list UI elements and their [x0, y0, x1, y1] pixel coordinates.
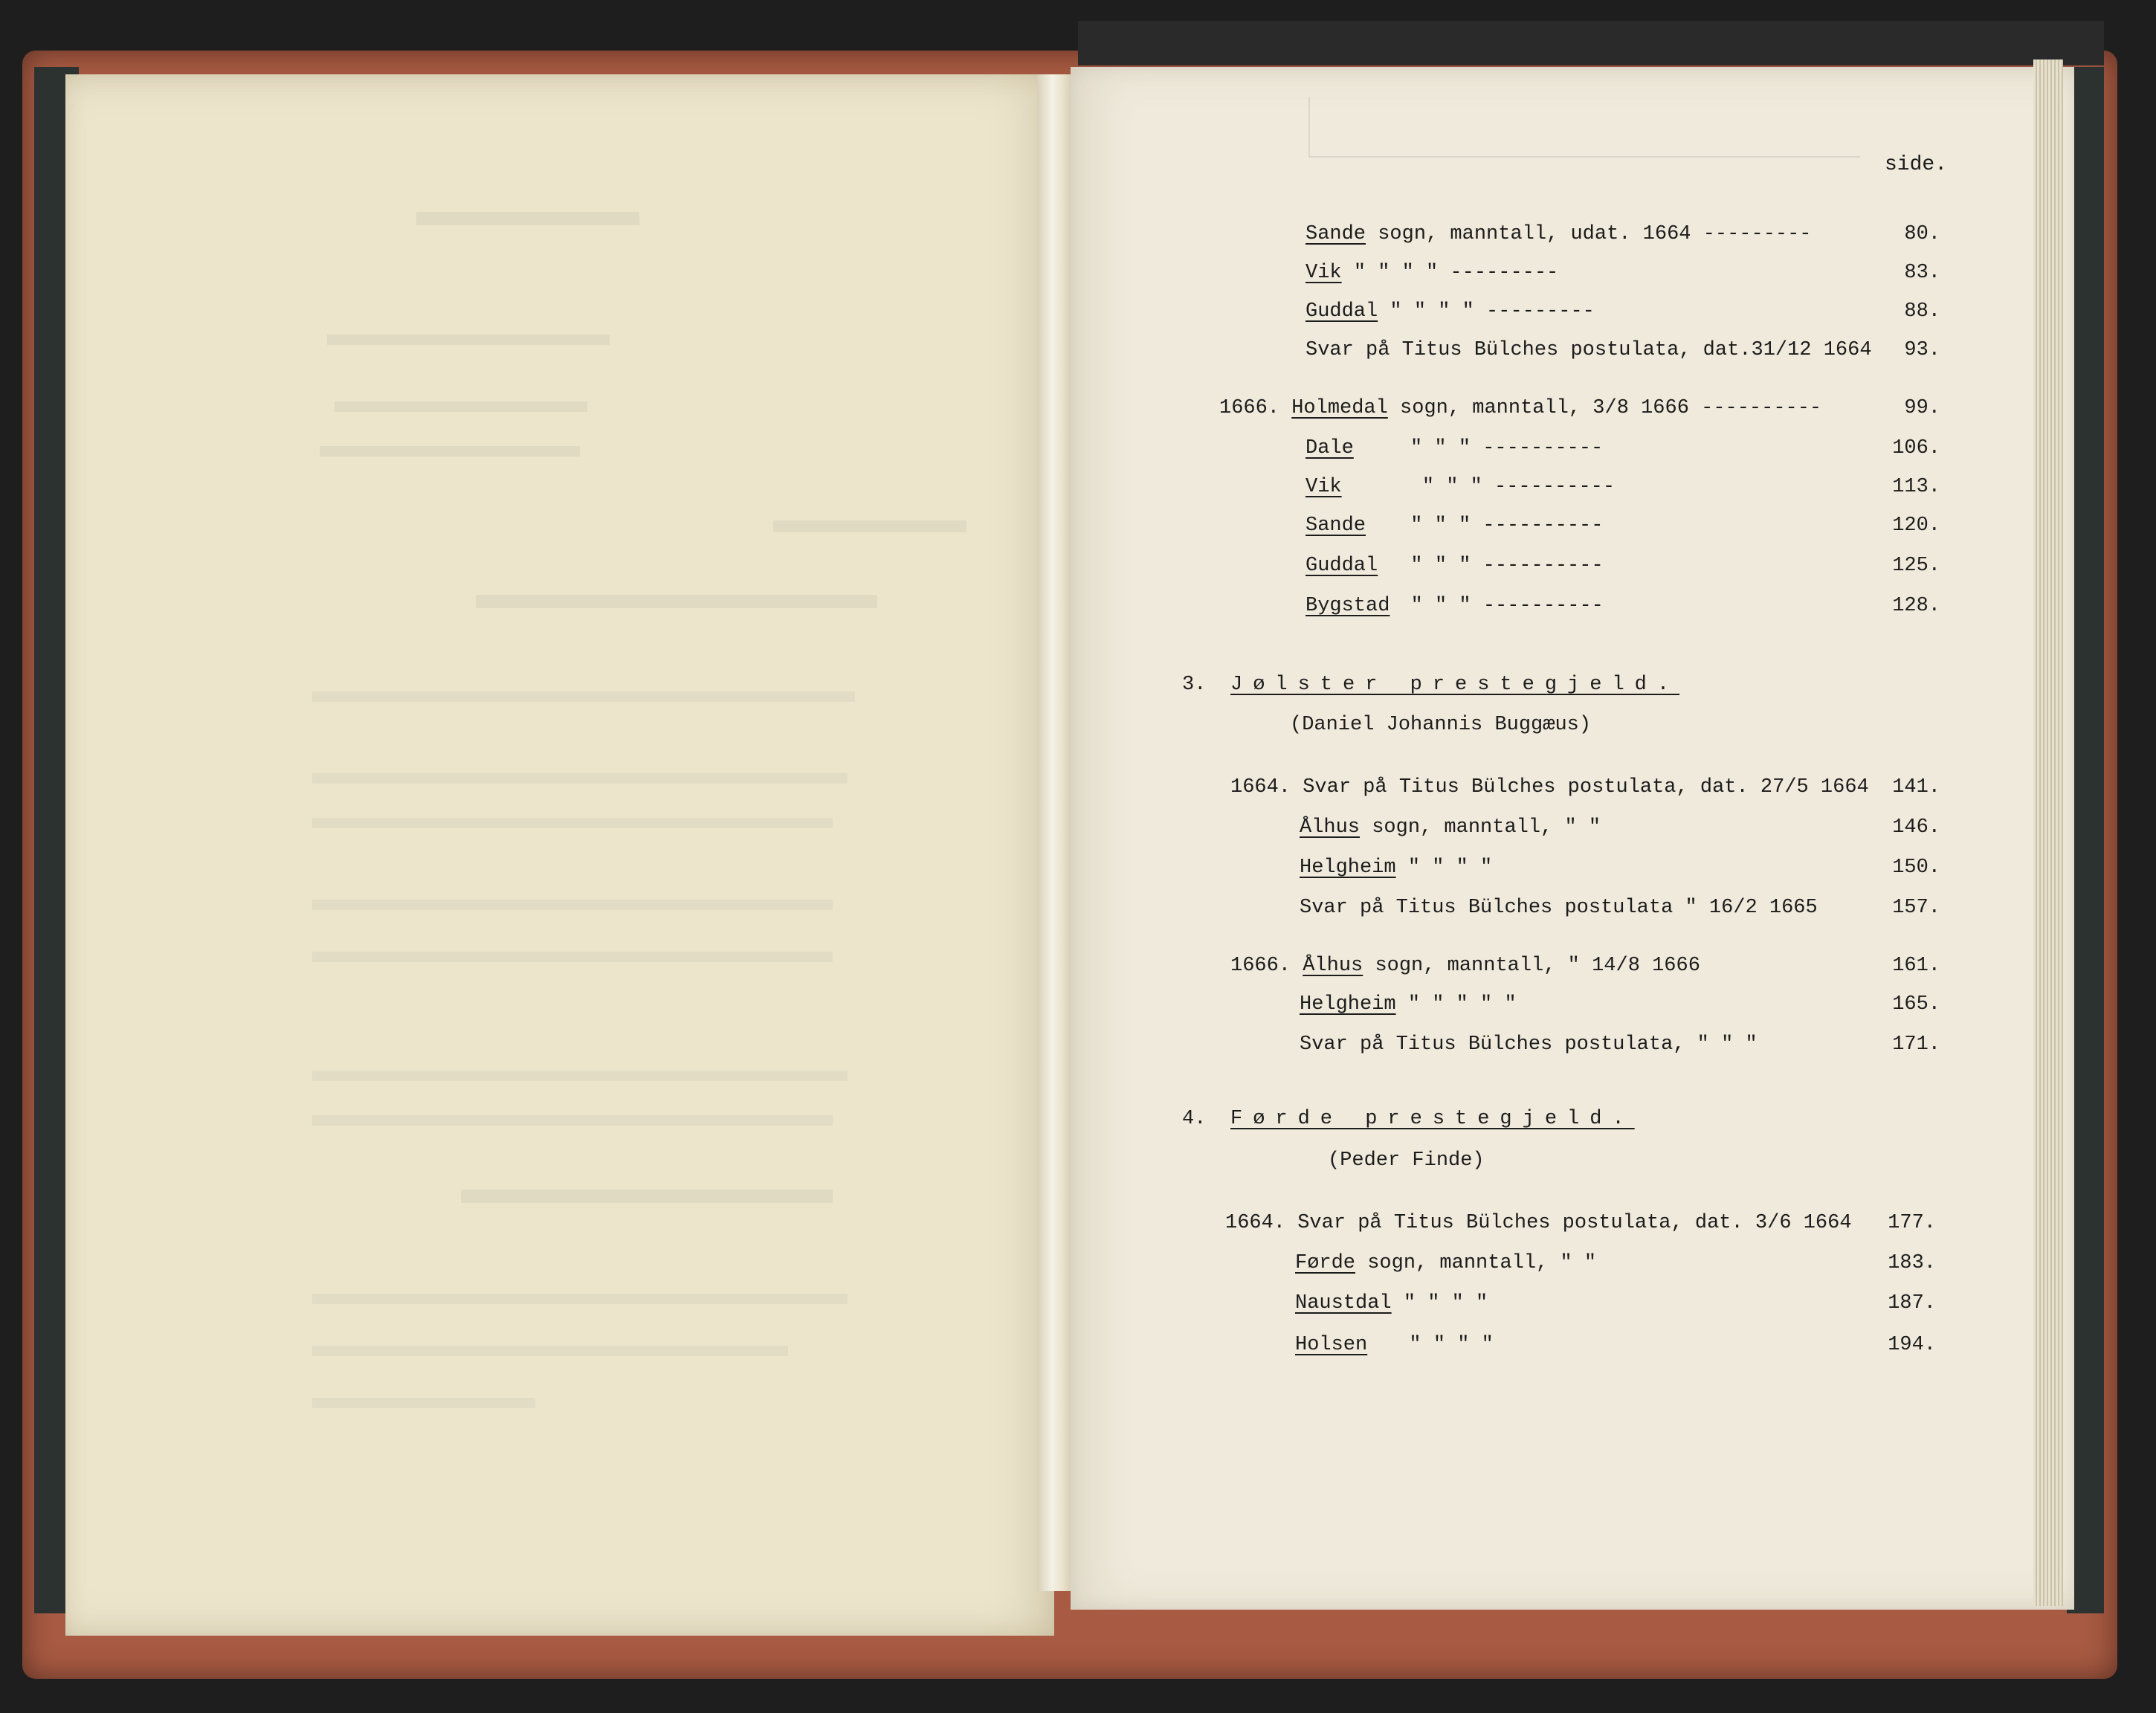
entry-row — [1300, 897, 1818, 919]
entry-text: " " " " — [1409, 1334, 1494, 1356]
page-number: 161. — [1892, 955, 1940, 977]
entry-row — [1305, 223, 1812, 245]
entry-text: " " " " — [1403, 1292, 1488, 1314]
left-page — [65, 74, 1054, 1636]
entry-row — [1305, 514, 1603, 537]
section-number: 3. — [1182, 674, 1207, 696]
parish-name: Helgheim — [1300, 856, 1396, 879]
section-title: Førde prestegjeld. — [1230, 1108, 1635, 1130]
page-number: 128. — [1892, 595, 1940, 617]
page-number: 171. — [1892, 1033, 1940, 1056]
parish-name: Dale — [1305, 437, 1354, 459]
entry-year: 1664. — [1225, 1212, 1286, 1234]
entry-text: " " " " --------- — [1353, 262, 1559, 284]
entry-text: " " " ---------- — [1410, 595, 1604, 617]
book-gutter — [1037, 74, 1074, 1591]
page-number: 88. — [1904, 300, 1940, 323]
entry-year: 1664. — [1230, 776, 1291, 799]
entry-row — [1300, 993, 1517, 1016]
entry-row — [1305, 262, 1558, 284]
page-number: 99. — [1904, 397, 1940, 419]
entry-text: Svar på Titus Bülches postulata, " " " — [1300, 1033, 1758, 1056]
priest-name: (Peder Finde) — [1328, 1149, 1485, 1172]
page-number: 150. — [1892, 856, 1940, 879]
entry-text: sogn, manntall, " " — [1372, 816, 1601, 839]
entry-row — [1305, 476, 1615, 498]
page-number: 113. — [1892, 476, 1940, 498]
parish-name: Guddal — [1305, 300, 1378, 323]
entry-row — [1305, 300, 1595, 323]
entry-text: Svar på Titus Bülches postulata, dat.31/12 1664 — [1305, 339, 1872, 361]
entry-text: Svar på Titus Bülches postulata, dat. 3/6 1664 — [1297, 1212, 1852, 1234]
entry-row — [1295, 1334, 1494, 1356]
entry-row — [1230, 776, 1869, 799]
page-number: 183. — [1888, 1252, 1936, 1274]
entry-text: " " " ---------- — [1410, 514, 1604, 537]
entry-row — [1300, 816, 1601, 839]
entry-text: " " " " — [1407, 856, 1493, 879]
header-ruled-box — [1308, 97, 1860, 158]
page-number: 177. — [1888, 1212, 1936, 1234]
entry-row — [1295, 1252, 1596, 1274]
entry-row — [1305, 437, 1603, 459]
entry-row — [1300, 856, 1492, 879]
parish-name: Ålhus — [1303, 955, 1363, 977]
page-number: 83. — [1904, 262, 1940, 284]
parish-name: Vik — [1305, 476, 1342, 498]
parish-name: Holmedal — [1291, 397, 1388, 419]
entry-text: " " " ---------- — [1410, 555, 1604, 577]
entry-text: Svar på Titus Bülches postulata " 16/2 1665 — [1300, 897, 1818, 919]
parish-name: Førde — [1295, 1252, 1356, 1274]
parish-name: Guddal — [1305, 555, 1378, 577]
entry-row — [1230, 955, 1700, 977]
page-number: 106. — [1892, 437, 1940, 459]
entry-text: " " " " " — [1407, 993, 1517, 1016]
page-number: 125. — [1892, 555, 1940, 577]
parish-name: Bygstad — [1305, 595, 1390, 617]
parish-name: Sande — [1305, 514, 1366, 537]
entry-text: sogn, manntall, " " — [1367, 1252, 1597, 1274]
parish-name: Naustdal — [1295, 1292, 1392, 1314]
side-column-header: side. — [1885, 153, 1948, 176]
page-number: 146. — [1892, 816, 1940, 839]
entry-year: 1666. — [1219, 397, 1280, 419]
entry-text: sogn, manntall, udat. 1664 --------- — [1378, 223, 1812, 245]
page-number: 120. — [1892, 514, 1940, 537]
entry-text: sogn, manntall, 3/8 1666 ---------- — [1400, 397, 1822, 419]
entry-year: 1666. — [1230, 955, 1291, 977]
parish-name: Sande — [1305, 223, 1366, 245]
page-number: 93. — [1904, 339, 1940, 361]
entry-text: " " " " --------- — [1390, 300, 1595, 323]
entry-row — [1305, 595, 1604, 617]
entry-text: Svar på Titus Bülches postulata, dat. 27/5 1664 — [1303, 776, 1869, 799]
page-edges — [2033, 59, 2063, 1606]
entry-text: " " " ---------- — [1421, 476, 1616, 498]
page-number: 141. — [1892, 776, 1940, 799]
parish-name: Vik — [1305, 262, 1342, 284]
section-number: 4. — [1182, 1108, 1207, 1130]
entry-text: " " " ---------- — [1410, 437, 1604, 459]
section-title: Jølster prestegjeld. — [1230, 674, 1680, 696]
page-number: 157. — [1892, 897, 1940, 919]
entry-text: sogn, manntall, " 14/8 1666 — [1375, 955, 1700, 977]
priest-name: (Daniel Johannis Buggæus) — [1290, 714, 1592, 736]
entry-row — [1300, 1033, 1758, 1056]
page-number: 80. — [1904, 223, 1940, 245]
page-number: 194. — [1888, 1334, 1936, 1356]
entry-row — [1219, 397, 1821, 419]
entry-row — [1295, 1292, 1488, 1314]
page-number: 187. — [1888, 1292, 1936, 1314]
parish-name: Ålhus — [1300, 816, 1361, 839]
entry-row — [1305, 339, 1872, 361]
page-number: 165. — [1892, 993, 1940, 1016]
entry-row — [1225, 1212, 1852, 1234]
book-top-shadow — [1078, 21, 2104, 65]
parish-name: Holsen — [1295, 1334, 1368, 1356]
parish-name: Helgheim — [1300, 993, 1396, 1016]
entry-row — [1305, 555, 1604, 577]
